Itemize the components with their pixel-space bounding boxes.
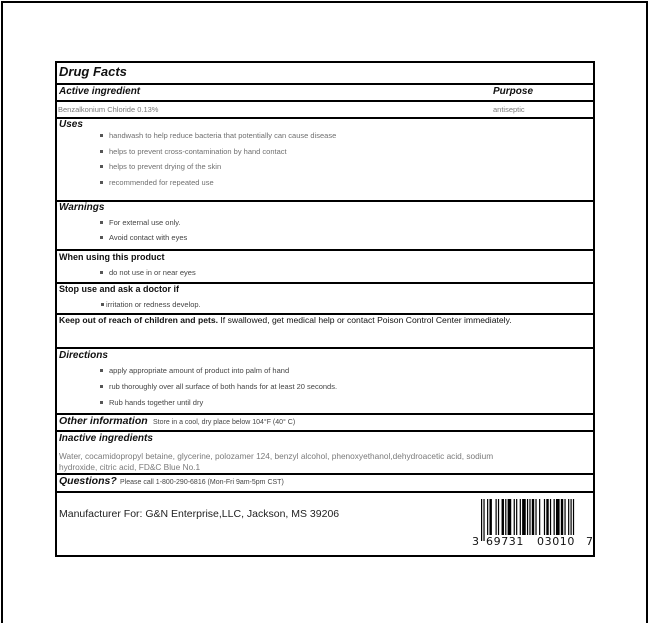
barcode-group-right: 03010	[537, 535, 575, 548]
questions-heading: Questions?	[59, 475, 117, 487]
upc-barcode-icon	[473, 499, 593, 555]
barcode-bar	[573, 499, 574, 535]
when-using-heading: When using this product	[59, 252, 165, 262]
list-item: handwash to help reduce bacteria that potentially can cause disease	[100, 131, 336, 140]
questions-section	[57, 475, 593, 493]
barcode-bar	[544, 499, 545, 535]
keep-out-detail: If swallowed, get medical help or contact Poison Control Center immediately.	[218, 315, 512, 325]
directions-section	[57, 349, 593, 415]
bullet-icon	[100, 401, 103, 404]
barcode-bar	[516, 499, 517, 535]
barcode-bar	[522, 499, 526, 535]
other-information-text: Store in a cool, dry place below 104°F (40° C)	[153, 419, 296, 426]
uses-section	[57, 119, 593, 202]
barcode-bar	[527, 499, 528, 535]
barcode-bar	[561, 499, 563, 535]
bullet-icon	[100, 385, 103, 388]
bullet-icon	[100, 236, 103, 239]
inactive-ingredients-line2: hydroxide, citric acid, FD&C Blue No.1	[59, 462, 201, 472]
barcode-bar	[481, 499, 482, 541]
barcode-bar	[529, 499, 530, 535]
list-item: helps to prevent cross-contamination by hand contact	[100, 147, 287, 156]
inactive-ingredients-line1: Water, cocamidopropyl betaine, glycerine, polozamer 124, benzyl alcohol, phenoxyethanol,dehydroacetic acid, sodium	[59, 451, 494, 461]
active-ingredient-row	[57, 102, 593, 119]
list-item: helps to prevent drying of the skin	[100, 162, 221, 171]
barcode-digit-first: 3	[472, 535, 479, 548]
barcode-bar	[496, 499, 497, 535]
bullet-icon	[100, 134, 103, 137]
list-item: Rub hands together until dry	[100, 398, 203, 407]
other-information-heading: Other information	[59, 415, 148, 427]
barcode-group-left: 69731	[486, 535, 524, 548]
list-item: rub thoroughly over all surface of both hands for at least 20 seconds.	[100, 382, 337, 391]
bullet-icon	[101, 303, 104, 306]
barcode-bar	[498, 499, 499, 535]
drug-facts-title-row	[57, 63, 593, 85]
keep-out-section	[57, 315, 593, 349]
list-item: recommended for repeated use	[100, 178, 214, 187]
barcode-bar	[546, 499, 548, 535]
barcode-bar	[556, 499, 560, 535]
keep-out-text	[59, 315, 512, 325]
barcode-bar	[487, 499, 488, 535]
barcode-bar	[568, 499, 569, 535]
bullet-icon	[100, 369, 103, 372]
barcode-bar	[535, 499, 536, 535]
list-item: Avoid contact with eyes	[100, 233, 187, 242]
barcode-bar	[539, 499, 540, 535]
bullet-icon	[100, 271, 103, 274]
barcode-bar	[554, 499, 555, 535]
drug-facts-title: Drug Facts	[59, 64, 127, 79]
barcode-bar	[520, 499, 521, 535]
bullet-icon	[100, 181, 103, 184]
manufacturer-section	[57, 493, 593, 555]
active-ingredient-heading: Active ingredient	[59, 86, 141, 97]
barcode-digit-last: 7	[586, 535, 593, 548]
stop-use-section	[57, 284, 593, 315]
uses-heading: Uses	[59, 119, 83, 130]
directions-heading: Directions	[59, 350, 108, 361]
barcode-bar	[508, 499, 512, 535]
purpose-heading: Purpose	[493, 86, 534, 97]
barcode-bar	[570, 499, 571, 535]
warnings-section	[57, 202, 593, 251]
bullet-icon	[100, 221, 103, 224]
barcode-bar	[502, 499, 504, 535]
list-item: do not use in or near eyes	[100, 268, 196, 277]
barcode-bar	[483, 499, 484, 541]
list-item: irritation or redness develop.	[101, 300, 201, 309]
list-item: For external use only.	[100, 218, 181, 227]
bullet-icon	[100, 165, 103, 168]
bullet-icon	[100, 150, 103, 153]
barcode-bar	[532, 499, 534, 535]
other-information-section	[57, 415, 593, 432]
warnings-heading: Warnings	[59, 202, 105, 213]
inactive-ingredients-section	[57, 432, 593, 475]
list-item: apply appropriate amount of product into palm of hand	[100, 366, 289, 375]
manufacturer-text: Manufacturer For: G&N Enterprise,LLC, Jackson, MS 39206	[59, 508, 340, 520]
barcode-bar	[514, 499, 515, 535]
active-ingredient-value: Benzalkonium Chloride 0.13%	[58, 105, 159, 114]
barcode-bar	[550, 499, 551, 535]
active-ingredient-header-row	[57, 85, 593, 102]
barcode-bar	[564, 499, 565, 535]
keep-out-bold: Keep out of reach of children and pets.	[59, 315, 219, 325]
drug-facts-label	[55, 61, 595, 557]
when-using-section	[57, 251, 593, 284]
inactive-ingredients-heading: Inactive ingredients	[59, 433, 153, 444]
questions-text: Please call 1-800-290-6816 (Mon-Fri 9am-5pm CST)	[120, 479, 284, 486]
purpose-value: antiseptic	[493, 105, 525, 114]
stop-use-heading: Stop use and ask a doctor if	[59, 284, 180, 294]
barcode-bar	[489, 499, 491, 535]
barcode-bar	[505, 499, 506, 535]
